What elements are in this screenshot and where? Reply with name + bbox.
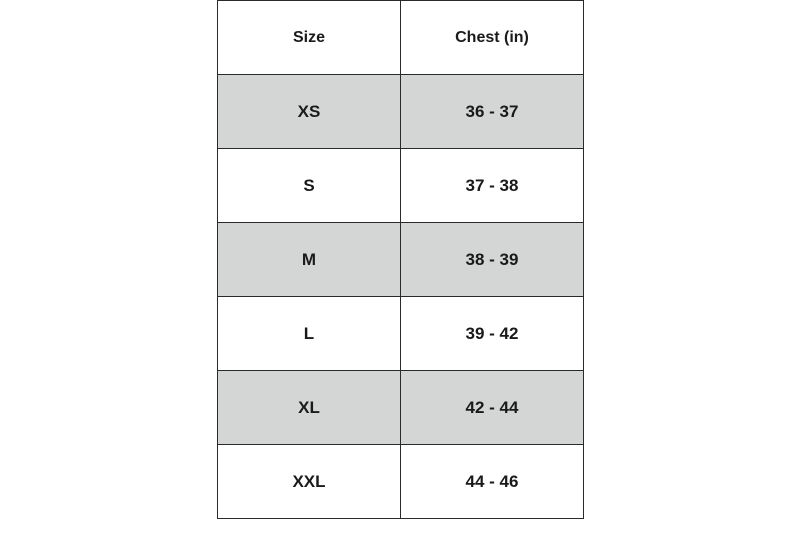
size-cell: XXL: [218, 445, 401, 519]
table-row: [218, 371, 584, 445]
size-cell: XS: [218, 75, 401, 149]
size-cell: XL: [218, 371, 401, 445]
table-row: [218, 149, 584, 223]
header-chest: Chest (in): [401, 1, 584, 75]
chest-cell: 38 - 39: [401, 223, 584, 297]
table-row: [218, 223, 584, 297]
size-cell: S: [218, 149, 401, 223]
header-size: Size: [218, 1, 401, 75]
size-cell: M: [218, 223, 401, 297]
table-row: [218, 445, 584, 519]
table-row: [218, 297, 584, 371]
chest-cell: 44 - 46: [401, 445, 584, 519]
chest-cell: 37 - 38: [401, 149, 584, 223]
table-row: [218, 75, 584, 149]
size-cell: L: [218, 297, 401, 371]
chest-cell: 42 - 44: [401, 371, 584, 445]
header-row: [218, 1, 584, 75]
chest-cell: 36 - 37: [401, 75, 584, 149]
size-chart-table: [217, 0, 584, 519]
chest-cell: 39 - 42: [401, 297, 584, 371]
